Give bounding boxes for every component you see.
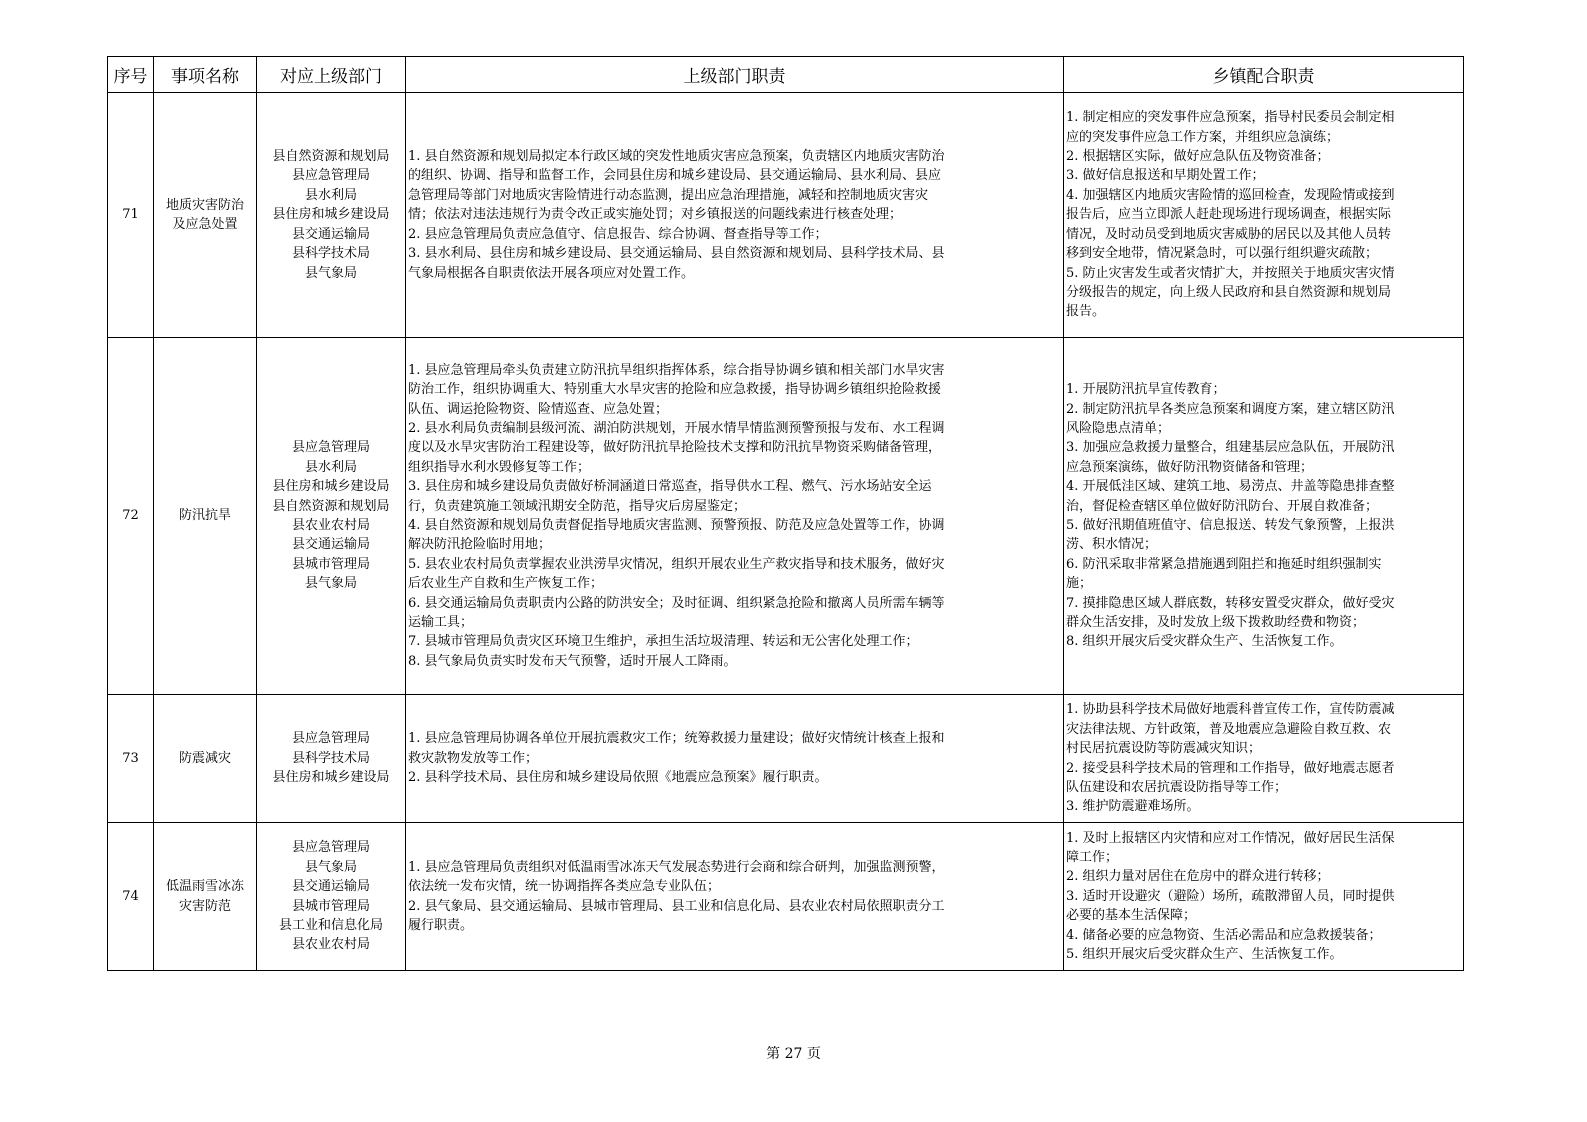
upper-duty-line: 3. 县水利局、县住房和城乡建设局、县交通运输局、县自然资源和规划局、县科学技术局、县 [408,246,945,262]
upper-duty-line: 2. 县气象局、县交通运输局、县城市管理局、县工业和信息化局、县农业农村局依照职责分工 [408,898,945,914]
department-line: 县住房和城乡建设局 [272,207,390,223]
header-dept: 对应上级部门 [257,57,406,93]
upper-duty-line: 履行职责。 [408,917,474,933]
town-duty-line: 1. 及时上报辖区内灾情和应对工作情况，做好居民生活保 [1066,830,1395,846]
town-duty-line: 5. 做好汛期值班值守、信息报送、转发气象预警，上报洪 [1066,518,1395,533]
row-item-name [154,93,257,338]
department-line: 县水利局 [304,459,357,475]
town-duty-line: 2. 制定防汛抗旱各类应急预案和调度方案，建立辖区防汛 [1066,401,1395,417]
town-duty-line: 4. 储备必要的应急物资、生活必需品和应急救援装备； [1066,927,1382,943]
department-line: 县应急管理局 [291,840,370,856]
row-seq: 73 [108,695,154,823]
department-line: 县交通运输局 [291,226,370,242]
town-duty-line: 5. 组织开展灾后受灾群众生产、生活恢复工作。 [1066,947,1343,963]
upper-duty-line: 运输工具； [408,615,474,631]
row-seq: 72 [108,338,154,695]
upper-duty-line: 情；依法对违法违规行为责令改正或实施处罚；对乡镇报送的问题线索进行核查处理； [408,207,903,223]
department-line: 县气象局 [304,859,357,875]
town-duty-line: 灾法律法规、方针政策，普及地震应急避险自救互救、农 [1066,721,1392,737]
upper-duty-line: 依法统一发布灾情，统一协调指挥各类应急专业队伍； [408,879,721,895]
upper-duty-line: 后农业生产自救和生产恢复工作； [408,576,604,592]
row-departments [257,338,406,695]
row-upper-duty [406,338,1064,695]
upper-duty-line: 5. 县农业农村局负责掌握农业洪涝旱灾情况，组织开展农业生产救灾指导和技术服务，做好灾 [408,556,945,572]
row-town-duty [1064,93,1464,338]
town-duty-line: 8. 组织开展灾后受灾群众生产、生活恢复工作。 [1066,634,1343,650]
department-line: 县交通运输局 [291,879,370,895]
upper-duty-line: 6. 县交通运输局负责职责内公路的防洪安全；及时征调、组织紧急抢险和撤离人员所需车辆等 [408,595,945,611]
table-row [108,338,1464,695]
row-item-name [154,695,257,823]
row-seq: 74 [108,823,154,971]
department-line: 县应急管理局 [291,440,370,456]
department-line: 县住房和城乡建设局 [272,479,390,495]
town-duty-line: 情况，及时动员受到地质灾害威胁的居民以及其他人员转 [1066,226,1392,242]
town-duty-line: 2. 接受县科学技术局的管理和工作指导，做好地震志愿者 [1066,760,1395,776]
upper-duty-line: 队伍、调运抢险物资、险情巡查、应急处置； [408,401,669,417]
town-duty-line: 分级报告的规定，向上级人民政府和县自然资源和规划局 [1066,284,1392,300]
header-upper-duty: 上级部门职责 [406,57,1064,93]
row-departments [257,823,406,971]
department-line: 县农业农村局 [291,518,370,533]
item-name-line: 地质灾害防治 [165,197,244,213]
item-name-line: 防震减灾 [178,750,231,766]
town-duty-line: 2. 根据辖区实际，做好应急队伍及物资准备； [1066,149,1330,165]
upper-duty-line: 4. 县自然资源和规划局负责督促指导地质灾害监测、预警预报、防范及应急处置等工作，协调 [408,518,945,533]
town-duty-line: 应急预案演练，做好防汛物资储备和管理； [1066,459,1314,475]
upper-duty-line: 7. 县城市管理局负责灾区环境卫生维护，承担生活垃圾清理、转运和无公害化处理工作； [408,634,919,650]
department-line: 县应急管理局 [291,731,370,747]
town-duty-line: 3. 加强应急救援力量整合，组建基层应急队伍，开展防汛 [1066,440,1395,456]
item-name-line: 灾害防范 [178,898,231,914]
row-departments [257,93,406,338]
department-line: 县科学技术局 [291,246,370,262]
upper-duty-line: 急管理局等部门对地质灾害险情进行动态监测，提出应急治理措施，减轻和控制地质灾害灾 [408,187,929,203]
department-line: 县住房和城乡建设局 [272,770,390,786]
town-duty-line: 报告。 [1066,304,1106,320]
duty-table [107,56,1464,971]
town-duty-line: 4. 开展低洼区域、建筑工地、易涝点、井盖等隐患排查整 [1066,479,1395,495]
town-duty-line: 障工作； [1066,849,1119,865]
town-duty-line: 队伍建设和农居抗震设防指导等工作； [1066,779,1288,795]
upper-duty-line: 2. 县应急管理局负责应急值守、信息报告、综合协调、督查指导等工作； [408,226,828,242]
upper-duty-line: 救灾款物发放等工作； [408,750,539,766]
upper-duty-line: 1. 县应急管理局负责组织对低温雨雪冰冻天气发展态势进行会商和综合研判，加强监测预警， [408,859,945,875]
town-duty-line: 涝、积水情况； [1066,537,1158,553]
town-duty-line: 7. 摸排隐患区域人群底数，转移安置受灾群众，做好受灾 [1066,595,1395,611]
department-line: 县工业和信息化局 [278,917,383,933]
page-number: 第 27 页 [766,1046,821,1062]
upper-duty-line: 2. 县水利局负责编制县级河流、湖泊防洪规划，开展水情旱情监测预警预报与发布、水工程调 [408,420,945,436]
row-town-duty [1064,823,1464,971]
item-name-line: 低温雨雪冰冻 [165,879,244,895]
town-duty-line: 1. 协助县科学技术局做好地震科普宣传工作，宣传防震减 [1066,702,1395,718]
row-town-duty [1064,338,1464,695]
town-duty-line: 施； [1066,576,1093,592]
town-duty-line: 1. 制定相应的突发事件应急预案，指导村民委员会制定相 [1066,110,1395,126]
department-line: 县气象局 [304,265,357,281]
town-duty-line: 必要的基本生活保障； [1066,908,1197,924]
upper-duty-line: 度以及水旱灾害防治工程建设等，做好防汛抗旱抢险技术支撑和防汛抗旱物资采购储备管理， [408,440,942,456]
header-town-duty: 乡镇配合职责 [1064,57,1464,93]
upper-duty-line: 组织指导水利水毁修复等工作； [408,459,591,475]
town-duty-line: 4. 加强辖区内地质灾害险情的巡回检查，发现险情或接到 [1066,187,1395,203]
upper-duty-line: 行，负责建筑施工领域汛期安全防范，指导灾后房屋鉴定； [408,498,747,514]
town-duty-line: 2. 组织力量对居住在危房中的群众进行转移； [1066,869,1330,885]
department-line: 县农业农村局 [291,937,370,953]
header-row [108,57,1464,93]
table-row [108,93,1464,338]
town-duty-line: 村民居抗震设防等防震减灾知识； [1066,741,1262,757]
table-row [108,823,1464,971]
department-line: 县城市管理局 [291,898,370,914]
upper-duty-line: 防治工作，组织协调重大、特别重大水旱灾害的抢险和应急救援，指导协调乡镇组织抢险救援 [408,382,942,398]
town-duty-line: 6. 防汛采取非常紧急措施遇到阻拦和拖延时组织强制实 [1066,556,1382,572]
row-upper-duty [406,93,1064,338]
item-name-line: 及应急处置 [172,217,238,232]
upper-duty-line: 3. 县住房和城乡建设局负责做好桥洞涵道日常巡查，指导供水工程、燃气、污水场站安全运 [408,479,932,495]
town-duty-line: 应的突发事件应急工作方案，并组织应急演练； [1066,129,1340,145]
department-line: 县自然资源和规划局 [272,498,390,514]
upper-duty-line: 1. 县应急管理局牵头负责建立防汛抗旱组织指挥体系，综合指导协调乡镇和相关部门水旱灾害 [408,362,945,378]
row-item-name [154,338,257,695]
upper-duty-line: 的组织、协调、指导和监督工作，会同县住房和城乡建设局、县交通运输局、县水利局、县应 [408,168,942,184]
department-line: 县城市管理局 [291,556,370,572]
town-duty-line: 群众生活安排，及时发放上级下拨救助经费和物资； [1066,615,1366,631]
town-duty-line: 3. 做好信息报送和早期处置工作； [1066,168,1265,184]
town-duty-line: 移到安全地带，情况紧急时，可以强行组织避灾疏散； [1066,246,1379,262]
row-upper-duty [406,823,1064,971]
department-line: 县气象局 [304,576,357,592]
department-line: 县交通运输局 [291,537,370,553]
upper-duty-line: 解决防汛抢险临时用地； [408,537,552,553]
department-line: 县自然资源和规划局 [272,149,390,165]
table-row [108,695,1464,823]
header-item: 事项名称 [154,57,257,93]
header-seq: 序号 [108,57,154,93]
department-line: 县应急管理局 [291,168,370,184]
department-line: 县科学技术局 [291,750,370,766]
department-line: 县水利局 [304,187,357,203]
row-town-duty [1064,695,1464,823]
upper-duty-line: 2. 县科学技术局、县住房和城乡建设局依照《地震应急预案》履行职责。 [408,770,828,786]
town-duty-line: 3. 适时开设避灾（避险）场所，疏散滞留人员，同时提供 [1066,888,1395,904]
row-item-name [154,823,257,971]
town-duty-line: 风险隐患点清单； [1066,420,1171,436]
upper-duty-line: 1. 县自然资源和规划局拟定本行政区域的突发性地质灾害应急预案，负责辖区内地质灾害防治 [408,149,945,165]
town-duty-line: 5. 防止灾害发生或者灾情扩大，并按照关于地质灾害灾情 [1066,265,1395,281]
town-duty-line: 1. 开展防汛抗旱宣传教育； [1066,382,1226,398]
town-duty-line: 3. 维护防震避难场所。 [1066,799,1200,815]
town-duty-line: 治，督促检查辖区单位做好防汛防台、开展自救准备； [1066,498,1379,514]
row-departments [257,695,406,823]
item-name-line: 防汛抗旱 [178,508,231,524]
upper-duty-line: 1. 县应急管理局协调各单位开展抗震救灾工作；统筹救援力量建设；做好灾情统计核查上报和 [408,731,945,747]
upper-duty-line: 气象局根据各自职责依法开展各项应对处置工作。 [408,265,695,281]
upper-duty-line: 8. 县气象局负责实时发布天气预警，适时开展人工降雨。 [408,653,737,669]
town-duty-line: 报告后，应当立即派人赶赴现场进行现场调查，根据实际 [1066,207,1392,223]
row-seq: 71 [108,93,154,338]
row-upper-duty [406,695,1064,823]
